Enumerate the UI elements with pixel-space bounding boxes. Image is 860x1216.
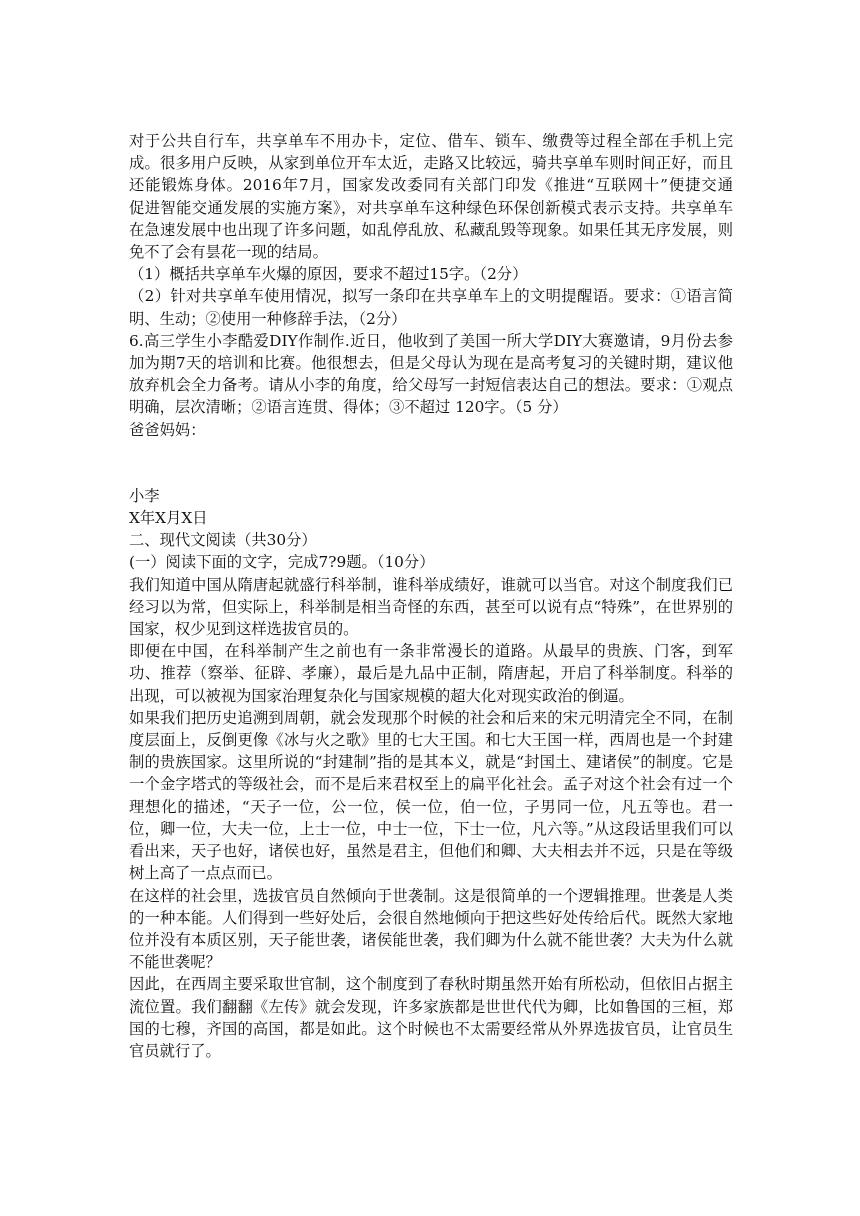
section-heading-modern-reading: 二、现代文阅读（共30分） bbox=[129, 531, 317, 550]
reading-paragraph-1: 我们知道中国从隋唐起就盛行科举制，谁科举成绩好，谁就可以当官。对这个制度我们已经习以为常，但实际上，科举制是相当奇怪的东西，甚至可以说有点“特殊”，在世界别的国家，权少见到这样选拔官员的。 bbox=[129, 575, 733, 639]
question-6: 6.高三学生小李酷爱DIY作制作.近日，他收到了美国一所大学DIY大赛邀请，9月份去参加为期7天的培训和比赛。他很想去，但是父母认为现在是高考复习的关键时期，建议他放弃机会全力备考。请从小李的角度，给父母写一封短信表达自己的想法。要求：①观点明确，层次清晰；②语言连贯、得体；③不超过 120字。（5 分） bbox=[129, 331, 733, 417]
subsection-heading: (一）阅读下面的文字，完成7?9题。（10分） bbox=[129, 553, 435, 572]
reading-paragraph-5: 因此，在西周主要采取世官制，这个制度到了春秋时期虽然开始有所松动，但依旧占据主流位置。我们翻翻《左传》就会发现，许多家族都是世世代代为卿，比如鲁国的三桓，郑国的七穆，齐国的高国，都是如此。这个时候也不太需要经常从外界选拔官员，让官员生官员就行了。 bbox=[129, 975, 733, 1060]
letter-signature: 小李 bbox=[129, 486, 160, 505]
letter-blank-space bbox=[129, 441, 733, 485]
letter-date: X年X月X日 bbox=[129, 509, 208, 528]
reading-paragraph-4: 在这样的社会里，选拔官员自然倾向于世袭制。这是很简单的一个逻辑推理。世袭是人类的一种本能。人们得到一些好处后，会很自然地倾向于把这些好处传给后代。既然大家地位并没有本质区别，天子能世袭，诸侯能世袭，我们卿为什么就不能世袭？大夫为什么就不能世袭呢？ bbox=[129, 886, 733, 972]
passage-shared-bikes: 对于公共自行车，共享单车不用办卡，定位、借车、锁车、缴费等过程全部在手机上完成。很多用户反映，从家到单位开车太近，走路又比较远，骑共享单车则时间正好，而且还能锻炼身体。2016年7月，国家发改委同有关部门印发《推进“互联网十”便捷交通 促进智能交通发展的实施方案》，对共享单车这种绿色环保创新模式表示支持。共享单车在急速发展中也出现了许多问题，如乱停乱放、私藏乱毁等现象。如果任其无序发展，则免不了会有昙花一现的结局。 bbox=[129, 132, 764, 262]
document-body bbox=[129, 130, 764, 1062]
question-1: （1）概括共享单车火爆的原因，要求不超过15字。（2分） bbox=[129, 265, 528, 284]
reading-paragraph-3: 如果我们把历史追溯到周朝，就会发现那个时候的社会和后来的宋元明清完全不同，在制度层面上，反倒更像《冰与火之歌》里的七大王国。和七大王国一样，西周也是一个封建制的贵族国家。这里所说的“封建制”指的是其本义，就是“封国土、建诸侯”的制度。它是一个金字塔式的等级社会，而不是后来君权至上的扁平化社会。孟子对这个社会有过一个理想化的描述，“天子一位，公一位，侯一位，伯一位，子男同一位，凡五等也。君一位，卿一位，大夫一位，上士一位，中士一位，下士一位，凡六等。”从这段话里我们可以看出来，天子也好，诸侯也好，虽然是君主，但他们和卿、大夫相去并不远，只是在等级树上高了一点点而已。 bbox=[129, 708, 733, 883]
reading-paragraph-2: 即便在中国，在科举制产生之前也有一条非常漫长的道路。从最早的贵族、门客，到军功、推荐（察举、征辟、孝廉），最后是九品中正制，隋唐起，开启了科举制度。科举的出现，可以被视为国家治理复杂化与国家规模的超大化对现实政治的倒逼。 bbox=[129, 642, 733, 705]
question-2: （2）针对共享单车使用情况，拟写一条印在共享单车上的文明提醒语。要求：①语言简明、生动；②使用一种修辞手法，（2分） bbox=[129, 287, 733, 328]
letter-salutation: 爸爸妈妈： bbox=[129, 420, 206, 439]
